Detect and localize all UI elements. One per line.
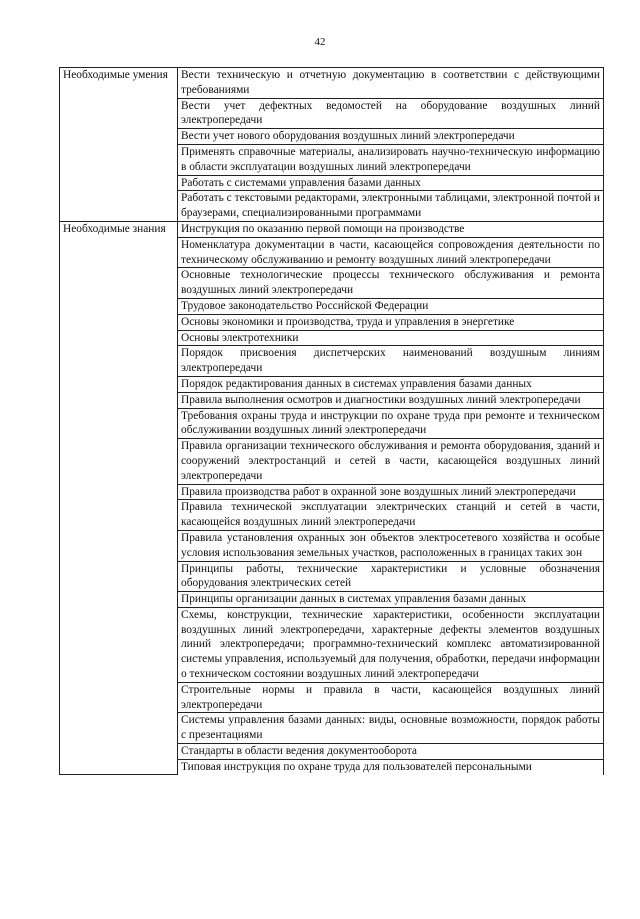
requirement-item: Требования охраны труда и инструкции по охране труда при ремонте и техническом обслуживании воздушных линий электропередачи bbox=[178, 408, 604, 439]
requirement-item: Применять справочные материалы, анализировать научно-техническую информацию в области эксплуатации воздушных линий электропередачи bbox=[178, 144, 604, 175]
table-row bbox=[60, 68, 604, 99]
requirement-item: Правила производства работ в охранной зоне воздушных линий электропередачи bbox=[178, 484, 604, 500]
table-row bbox=[60, 221, 604, 237]
requirement-item: Работать с текстовыми редакторами, электронными таблицами, электронной почтой и браузерами, специализированными программами bbox=[178, 191, 604, 222]
requirement-item: Номенклатура документации в части, касающейся сопровождения деятельности по техническому обслуживанию и ремонту воздушных линий электропередачи bbox=[178, 237, 604, 268]
requirements-table bbox=[59, 67, 604, 775]
requirement-item: Правила организации технического обслуживания и ремонта оборудования, зданий и сооружений электростанций и сетей в части, касающейся воздушных линий электропередачи bbox=[178, 439, 604, 484]
requirement-item: Работать с системами управления базами данных bbox=[178, 175, 604, 191]
requirement-item: Вести техническую и отчетную документацию в соответствии с действующими требованиями bbox=[178, 68, 604, 99]
requirement-item: Порядок редактирования данных в системах управления базами данных bbox=[178, 376, 604, 392]
requirement-item: Правила установления охранных зон объектов электросетевого хозяйства и особые условия использования земельных участков, расположенных в границах таких зон bbox=[178, 530, 604, 561]
requirement-item: Системы управления базами данных: виды, основные возможности, порядок работы с презентациями bbox=[178, 713, 604, 744]
requirement-item: Принципы организации данных в системах управления базами данных bbox=[178, 592, 604, 608]
page-number: 42 bbox=[314, 36, 326, 48]
requirement-item: Вести учет дефектных ведомостей на оборудование воздушных линий электропередачи bbox=[178, 98, 604, 129]
requirement-item: Порядок присвоения диспетчерских наименований воздушным линиям электропередачи bbox=[178, 346, 604, 377]
section-label: Необходимые знания bbox=[60, 221, 178, 774]
requirement-item: Основы электротехники bbox=[178, 330, 604, 346]
requirement-item: Правила выполнения осмотров и диагностики воздушных линий электропередачи bbox=[178, 392, 604, 408]
requirement-item: Схемы, конструкции, технические характеристики, особенности эксплуатации воздушных линий электропередачи, характерные дефекты элементов воздушных линий электропередачи; программно-технический комплекс автоматизированной системы управления, используемый для получения, обработки, передачи информации о техническом состоянии воздушных линий электропередачи bbox=[178, 607, 604, 682]
requirement-item: Правила технической эксплуатации электрических станций и сетей в части, касающейся воздушных линий электропередачи bbox=[178, 500, 604, 531]
requirement-item: Трудовое законодательство Российской Федерации bbox=[178, 298, 604, 314]
requirement-item: Стандарты в области ведения документооборота bbox=[178, 744, 604, 760]
requirement-item: Вести учет нового оборудования воздушных линий электропередачи bbox=[178, 129, 604, 145]
requirement-item: Принципы работы, технические характеристики и условные обозначения оборудования электрических сетей bbox=[178, 561, 604, 592]
requirement-item: Инструкция по оказанию первой помощи на производстве bbox=[178, 221, 604, 237]
requirement-item: Строительные нормы и правила в части, касающейся воздушных линий электропередачи bbox=[178, 682, 604, 713]
section-label: Необходимые умения bbox=[60, 68, 178, 222]
requirement-item: Основные технологические процессы технического обслуживания и ремонта воздушных линий электропередачи bbox=[178, 268, 604, 299]
requirement-item: Типовая инструкция по охране труда для пользователей персональными bbox=[178, 759, 604, 774]
requirement-item: Основы экономики и производства, труда и управления в энергетике bbox=[178, 314, 604, 330]
